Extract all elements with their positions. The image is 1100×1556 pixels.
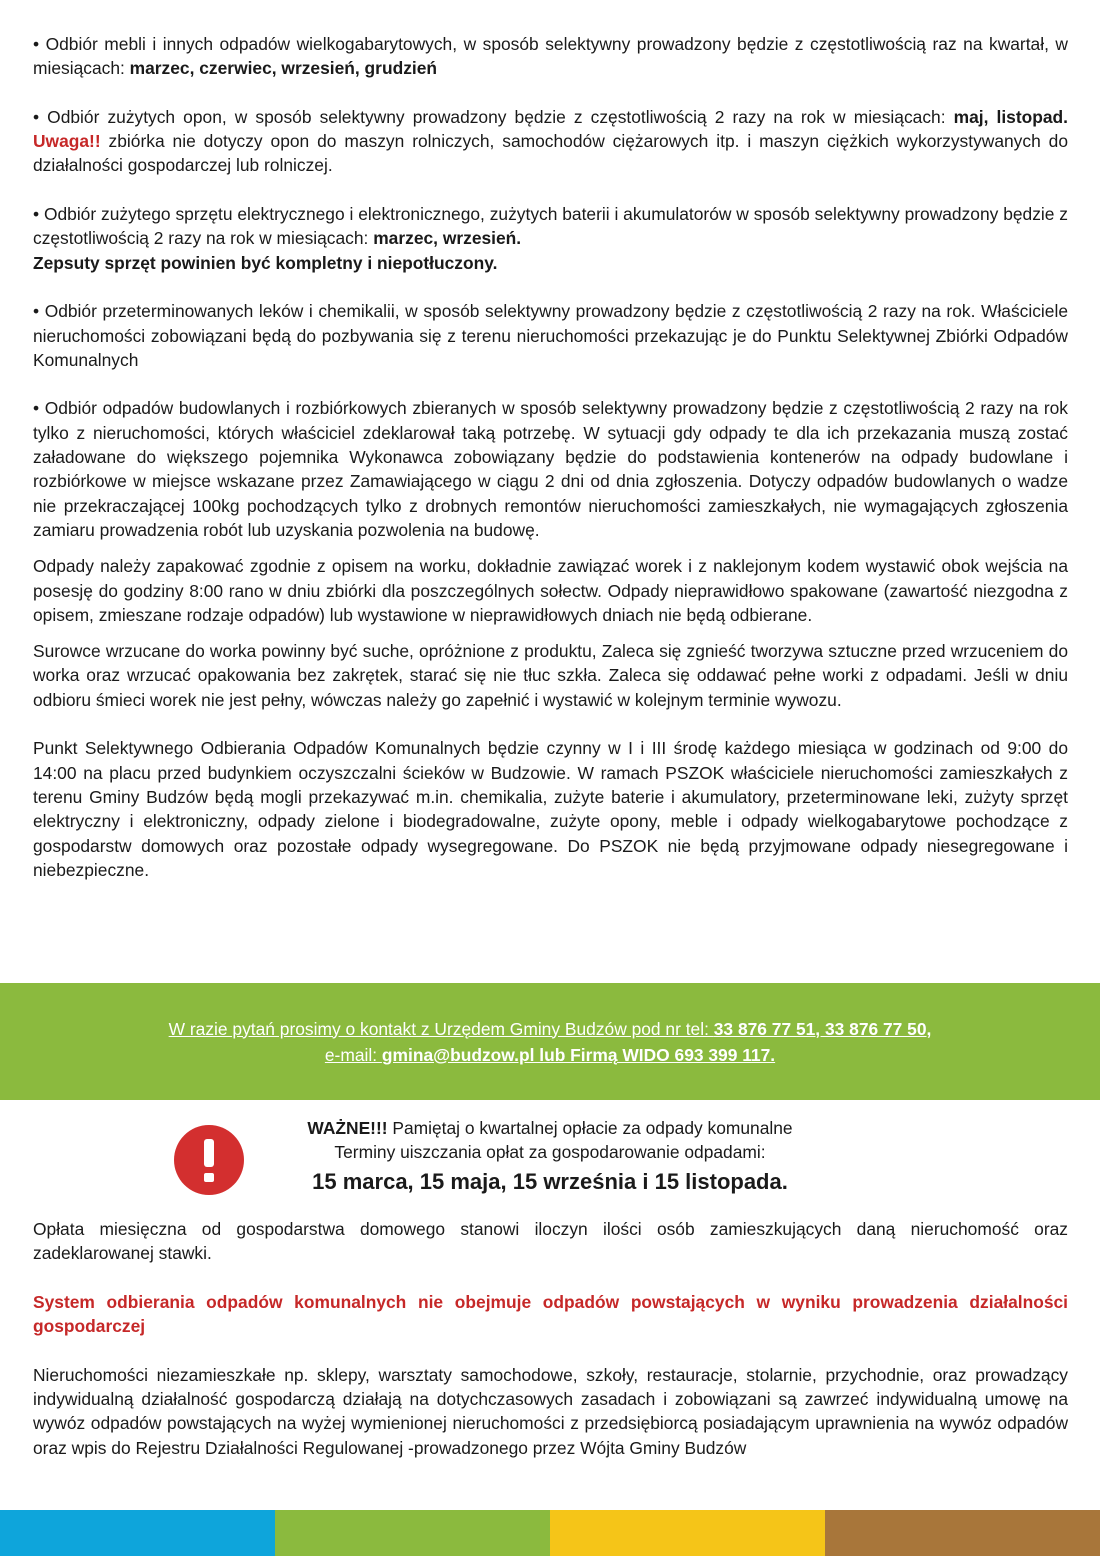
exclamation-circle-icon (174, 1125, 244, 1195)
contact-line-2 (325, 1042, 775, 1068)
important-label: WAŻNE!!! (307, 1118, 388, 1138)
months-tires: maj, listopad. (953, 106, 1068, 127)
phone-numbers: 33 876 77 51, 33 876 77 50, (713, 1018, 932, 1039)
contact-line-1 (169, 1016, 932, 1042)
months-bulky: marzec, czerwiec, wrzesień, grudzień (129, 58, 438, 79)
color-bar (0, 1510, 1100, 1556)
text: • Odbiór zużytych opon, w sposób selektywny prowadzony będzie z częstotliwością 2 razy na rok w miesiącach: (33, 106, 954, 127)
important-line-1 (250, 1116, 850, 1140)
paragraph-fee: Opłata miesięczna od gospodarstwa domowego stanowi iloczyn ilości osób zamieszkujących daną nieruchomość oraz zadeklarowanej stawki. (33, 1219, 1068, 1264)
main-content (33, 32, 1068, 906)
important-line-2: Terminy uiszczania opłat za gospodarowanie odpadami: (334, 1142, 766, 1162)
paragraph-packing: Odpady należy zapakować zgodnie z opisem na worku, dokładnie zawiązać worek i z naklejonym kodem wystawić obok wejścia na posesję do godziny 8:00 rano w dniu zbiórki dla poszczególnych sołectw. Odpady nieprawidłowo spakowane (zawartość niezgodna z opisem, zmieszane rodzaje odpadów) lub wystawione w nieprawidłowych dniach nie będą odbierane. (33, 556, 1068, 625)
color-bar-green (275, 1510, 550, 1556)
paragraph-bulky-waste (33, 32, 1068, 81)
paragraph-electronics (33, 202, 1068, 275)
paragraph-construction: • Odbiór odpadów budowlanych i rozbiórkowych zbieranych w sposób selektywny prowadzony będzie z częstotliwością 2 razy na rok tylko z nieruchomości, których właściciel zdeklarował taką potrzebę. W sytuacji gdy odpady te dla ich przekazania muszą zostać załadowane do większego pojemnika Wykonawca zobowiązany będzie do podstawienia kontenerów na odpady budowlane i rozbiórkowe w miejsce wskazane przez Zamawiającego w ciągu 2 dni od dnia zgłoszenia. Dotyczy odpadów budowlanych o wadze nie przekraczającej 100kg pochodzących tylko z drobnych remontów nieruchomości zamieszkałych, nie wymagających zgłoszenia zamiaru prowadzenia robót lub uzyskania pozwolenia na budowę. (33, 398, 1068, 540)
important-notice (0, 1116, 1100, 1206)
text: zbiórka nie dotyczy opon do maszyn rolniczych, samochodów ciężarowych itp. i maszyn ciężkich wykorzystywanych do działalności gospodarczej lub rolniczej. (33, 131, 1068, 176)
paragraph-system-note: System odbierania odpadów komunalnych nie obejmuje odpadów powstających w wyniku prowadzenia działalności gospodarczej (33, 1291, 1068, 1337)
text: • Odbiór mebli i innych odpadów wielkogabarytowych, w sposób selektywny prowadzony będzie z częstotliwością raz na kwartał, w miesiącach: (33, 34, 1068, 79)
paragraph-business: Nieruchomości niezamieszkałe np. sklepy, warsztaty samochodowe, szkoły, restauracje, stolarnie, przychodnie, oraz prowadzący indywidualną działalność gospodarczą działają na dotychczasowych zasadach i zobowiązani są zawrzeć indywidualną umowę na wywóz odpadów powstających na wyżej wymienionej nieruchomości z przedsiębiorcą posiadającym uprawnienia na wywóz odpadów oraz wpis do Rejestru Działalności Regulowanej -prowadzonego przez Wójta Gminy Budzów (33, 1364, 1068, 1458)
payment-dates: 15 marca, 15 maja, 15 września i 15 listopada. (312, 1169, 788, 1194)
paragraph-medicines: • Odbiór przeterminowanych leków i chemikalii, w sposób selektywny prowadzony będzie z częstotliwością 2 razy na rok. Właściciele nieruchomości zobowiązani będą do pozbywania się z terenu nieruchomości przekazując je do Punktu Selektywnej Zbiórki Odpadów Komunalnych (33, 301, 1068, 370)
lower-content (33, 1217, 1068, 1484)
contact-text: W razie pytań prosimy o kontakt z Urzędem Gminy Budzów pod nr tel: (168, 1018, 714, 1039)
color-bar-blue (0, 1510, 275, 1556)
months-electronics: marzec, wrzesień. (373, 228, 522, 249)
electronics-note: Zepsuty sprzęt powinien być kompletny i niepotłuczony. (33, 252, 498, 273)
contact-band (0, 983, 1100, 1100)
text: • Odbiór zużytego sprzętu elektrycznego i elektronicznego, zużytych baterii i akumulatorów w sposób selektywny prowadzony będzie z częstotliwością 2 razy na rok w miesiącach: (33, 204, 1068, 249)
paragraph-pszok: Punkt Selektywnego Odbierania Odpadów Komunalnych będzie czynny w I i III środę każdego miesiąca w godzinach od 9:00 do 14:00 na placu przed budynkiem oczyszczalni ścieków w Budzowie. W ramach PSZOK właściciele nieruchomości zamieszkałych z terenu Gminy Budzów będą mogli przekazywać m.in. chemikalia, zużyte baterie i akumulatory, przeterminowane leki, zużyty sprzęt elektryczny i elektroniczny, odpady zielone i biodegradowalne, zużyte opony, meble i odpady wielkogabarytowe pochodzące z gospodarstw domowych oraz pozostałe odpady wysegregowane. Do PSZOK nie będą przyjmowane odpady niesegregowane i niebezpieczne. (33, 738, 1068, 880)
text: Pamiętaj o kwartalnej opłacie za odpady komunalne (387, 1118, 793, 1138)
color-bar-brown (825, 1510, 1100, 1556)
contact-text: e-mail: (324, 1044, 382, 1065)
email-and-firm: gmina@budzow.pl lub Firmą WIDO 693 399 117. (381, 1044, 776, 1065)
paragraph-materials: Surowce wrzucane do worka powinny być suche, opróżnione z produktu, Zaleca się zgnieść tworzywa sztuczne przed wrzuceniem do worka oraz wrzucać opakowania bez zakrętek, starać się nie tłuc szkła. Zaleca się oddawać pełne worki z odpadami. Jeśli w dniu odbioru śmieci worek nie jest pełny, wówczas należy go zapełnić i wystawić w kolejnym terminie wywozu. (33, 641, 1068, 710)
paragraph-tires (33, 105, 1068, 178)
important-text (250, 1116, 850, 1200)
warning-label: Uwaga!! (33, 131, 101, 152)
color-bar-yellow (550, 1510, 825, 1556)
